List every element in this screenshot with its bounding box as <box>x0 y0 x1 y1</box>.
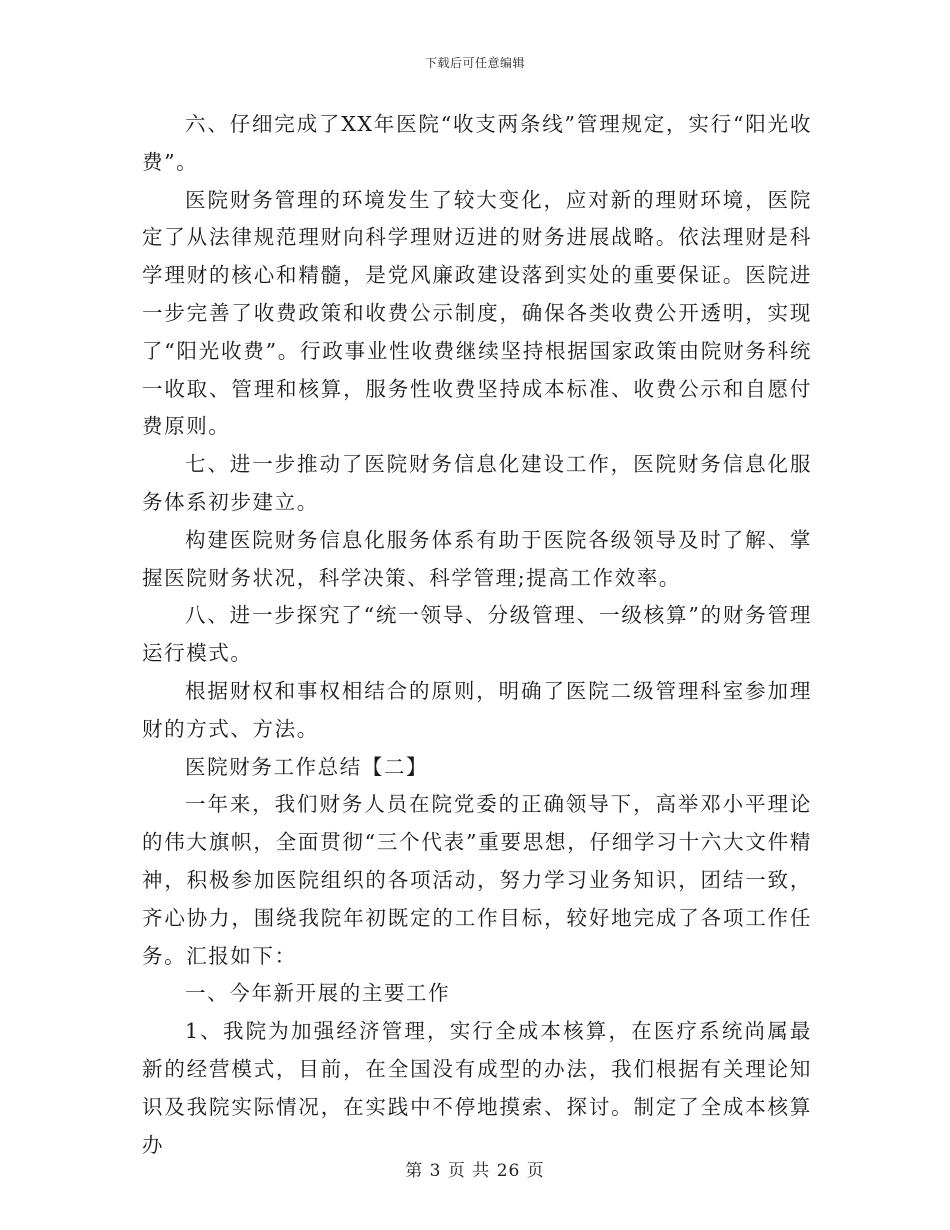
paragraph: 根据财权和事权相结合的原则，明确了医院二级管理科室参加理财的方式、方法。 <box>142 678 812 741</box>
section-heading: 医院财务工作总结【二】 <box>185 754 429 779</box>
paragraph: 医院财务管理的环境发生了较大变化，应对新的理财环境，医院定了从法律规范理财向科学理财迈进的财务进展战略。依法理财是科学理财的核心和精髓，是党风廉政建设落到实处的重要保证。医院进一步完善了收费政策和收费公示制度，确保各类收费公开透明，实现了“阳光收费”。行政事业性收费继续坚持根据国家政策由院财务科统一收取、管理和核算，服务性收费坚持成本标准、收费公示和自愿付费原则。 <box>142 187 812 439</box>
paragraph: 1、我院为加强经济管理，实行全成本核算，在医疗系统尚属最新的经营模式，目前，在全国没有成型的办法，我们根据有关理论知识及我院实际情况，在实践中不停地摸索、探讨。制定了全成本核算办 <box>142 1019 812 1157</box>
header-note: 下载后可任意编辑 <box>424 56 525 70</box>
document-body <box>142 106 812 1164</box>
paragraph: 六、仔细完成了XX年医院“收支两条线”管理规定，实行“阳光收费”。 <box>142 112 812 174</box>
paragraph: 一年来，我们财务人员在院党委的正确领导下，高举邓小平理论的伟大旗帜，全面贯彻“三个代表”重要思想，仔细学习十六大文件精神，积极参加医院组织的各项活动，努力学习业务知识，团结一致，齐心协力，围绕我院年初既定的工作目标，较好地完成了各项工作任务。汇报如下： <box>142 792 812 968</box>
subsection-heading: 一、今年新开展的主要工作 <box>185 981 451 1006</box>
paragraph: 八、进一步探究了“统一领导、分级管理、一级核算”的财务管理运行模式。 <box>142 603 812 666</box>
page-number-footer: 第 3 页 共 26 页 <box>405 1161 545 1181</box>
paragraph: 构建医院财务信息化服务体系有助于医院各级领导及时了解、掌握医院财务状况，科学决策、科学管理;提高工作效率。 <box>142 527 812 590</box>
paragraph: 七、进一步推动了医院财务信息化建设工作，医院财务信息化服务体系初步建立。 <box>142 452 812 514</box>
